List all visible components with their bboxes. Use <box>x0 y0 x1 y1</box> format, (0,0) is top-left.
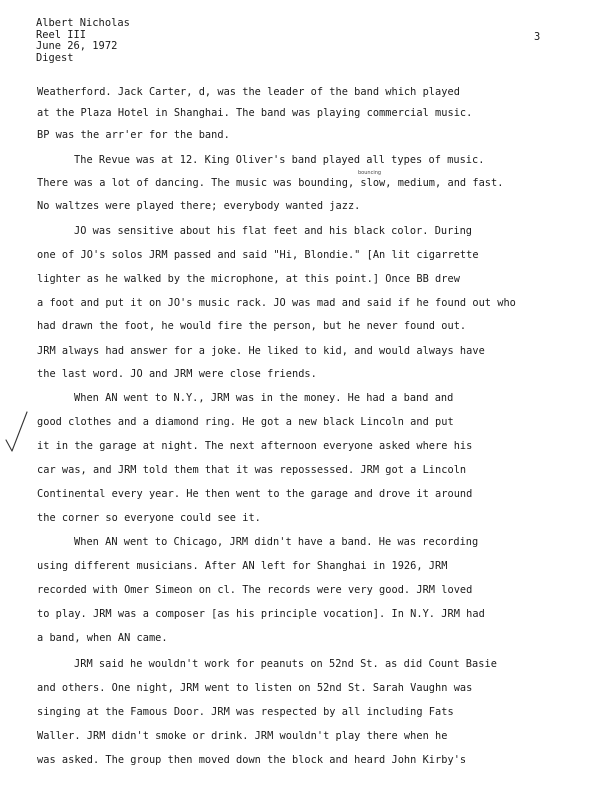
body-line: a foot and put it on JO's music rack. JO was mad and said if he found out who <box>37 297 516 309</box>
header-type: Digest <box>36 51 74 64</box>
body-line: was asked. The group then moved down the block and heard John Kirby's <box>37 754 467 766</box>
body-line: good clothes and a diamond ring. He got a new black Lincoln and put <box>37 416 454 428</box>
body-line: and others. One night, JRM went to listen on 52nd St. Sarah Vaughn was <box>37 682 473 694</box>
body-line: The Revue was at 12. King Oliver's band played all types of music. <box>74 154 485 166</box>
body-line: When AN went to Chicago, JRM didn't have a band. He was recording <box>74 536 479 548</box>
body-line: car was, and JRM told them that it was repossessed. JRM got a Lincoln <box>37 464 467 476</box>
body-line: it in the garage at night. The next afternoon everyone asked where his <box>37 440 473 452</box>
body-line: had drawn the foot, he would fire the person, but he never found out. <box>37 320 467 332</box>
body-line: JO was sensitive about his flat feet and his black color. During <box>74 225 473 237</box>
body-line: one of JO's solos JRM passed and said "Hi, Blondie." [An lit cigarrette <box>37 249 479 261</box>
body-line: Continental every year. He then went to the garage and drove it around <box>37 488 473 500</box>
body-line: at the Plaza Hotel in Shanghai. The band was playing commercial music. <box>37 107 473 119</box>
body-line: When AN went to N.Y., JRM was in the money. He had a band and <box>74 392 454 404</box>
body-line: Weatherford. Jack Carter, d, was the leader of the band which played <box>37 86 460 98</box>
body-line: Waller. JRM didn't smoke or drink. JRM wouldn't play there when he <box>37 730 448 742</box>
header-name: Albert Nicholas <box>36 17 130 29</box>
body-line: JRM always had answer for a joke. He liked to kid, and would always have <box>37 345 485 357</box>
header-reel: Reel III <box>36 28 87 41</box>
page-number: 3 <box>534 31 541 43</box>
body-line: lighter as he walked by the microphone, at this point.] Once BB drew <box>37 273 460 285</box>
body-line: BP was the arr'er for the band. <box>37 129 230 141</box>
body-line: JRM said he wouldn't work for peanuts on 52nd St. as did Count Basie <box>74 658 497 670</box>
document-header <box>36 18 130 64</box>
body-line: There was a lot of dancing. The music was bounding, slow, medium, and fast. <box>37 177 504 189</box>
body-line: the corner so everyone could see it. <box>37 512 261 524</box>
body-line: the last word. JO and JRM were close friends. <box>37 368 317 380</box>
body-line: No waltzes were played there; everybody wanted jazz. <box>37 200 361 212</box>
handwritten-note: bouncing <box>358 170 382 176</box>
body-line: singing at the Famous Door. JRM was respected by all including Fats <box>37 706 454 718</box>
header-date: June 26, 1972 <box>36 40 118 53</box>
check-mark-icon <box>2 410 30 454</box>
body-line: using different musicians. After AN left for Shanghai in 1926, JRM <box>37 560 448 572</box>
body-line: recorded with Omer Simeon on cl. The records were very good. JRM loved <box>37 584 473 596</box>
body-line: to play. JRM was a composer [as his principle vocation]. In N.Y. JRM had <box>37 608 485 620</box>
body-line: a band, when AN came. <box>37 632 168 644</box>
